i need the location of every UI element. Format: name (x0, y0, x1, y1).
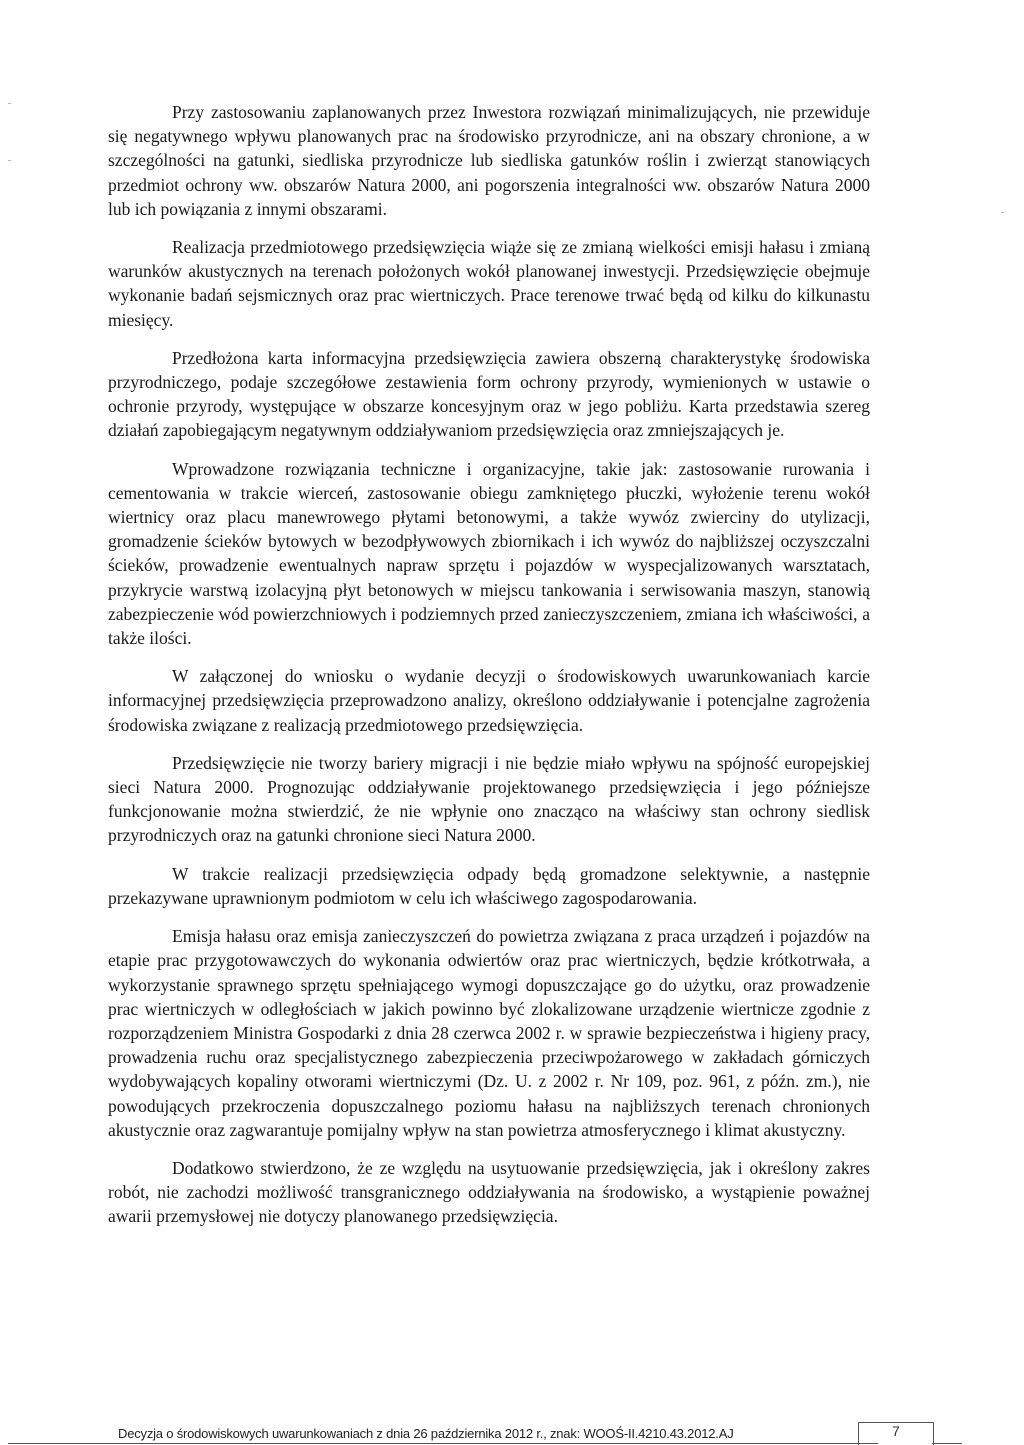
paragraph-natura-impact: Przy zastosowaniu zaplanowanych przez Inwestora rozwiązań minimalizujących, nie przewiduje się negatywnego wpływu planowanych prac na środowisko przyrodnicze, ani na obszary chronione, a w szczególności na gatunki, siedliska przyrodnicze lub siedliska gatunków roślin i zwierząt stanowiących przedmiot ochrony ww. obszarów Natura 2000, ani pogorszenia integralności ww. obszarów Natura 2000 lub ich powiązania z innymi obszarami. (108, 102, 870, 219)
paragraph-information-card: Przedłożona karta informacyjna przedsięwzięcia zawiera obszerną charakterystykę środowiska przyrodniczego, podaje szczegółowe zestawienia form ochrony przyrody, wymienionych w ustawie o ochronie przyrody, występujące w obszarze koncesyjnym oraz w jego pobliżu. Karta przedstawia szereg działań zapobiegającym negatywnym oddziaływaniom przedsięwzięcia oraz zmniejszających je. (108, 347, 870, 441)
paragraph-migration-barrier: Przedsięwzięcie nie tworzy bariery migracji i nie będzie miało wpływu na spójność europejskiej sieci Natura 2000. Prognozując oddziaływanie projektowanego przedsięwzięcia i jego późniejsze funkcjonowanie można stwierdzić, że nie wpłynie ono znacząco na właściwy stan ochrony siedlisk przyrodniczych oraz na gatunki chronione sieci Natura 2000. (108, 752, 870, 846)
document-body (108, 100, 870, 1243)
footer-rule-tail (932, 1443, 962, 1444)
paragraph-noise-emission: Realizacja przedmiotowego przedsięwzięcia wiąże się ze zmianą wielkości emisji hałasu i zmianą warunków akustycznych na terenach położonych wokół planowanej inwestycji. Przedsięwzięcie obejmuje wykonanie badań sejsmicznych oraz prac wiertniczych. Prace terenowe trwać będą od kilku do kilkunastu miesięcy. (108, 237, 870, 330)
paragraph-attached-card-analysis: W załączonej do wniosku o wydanie decyzji o środowiskowych uwarunkowaniach karcie informacyjnej przedsięwzięcia przeprowadzono analizy, określono oddziaływanie i potencjalne zagrożenia środowiska związane z realizacją przedmiotowego przedsięwzięcia. (108, 666, 870, 735)
footer-rule (8, 1443, 878, 1444)
scan-speck (8, 160, 11, 161)
page-number: 7 (892, 1423, 900, 1439)
paragraph-noise-air-emission: Emisja hałasu oraz emisja zanieczyszczeń do powietrza związana z praca urządzeń i pojazdów na etapie prac przygotowawczych do wykonania odwiertów oraz prac wiertniczych, będzie krótkotrwała, a wykorzystanie sprawnego sprzętu spełniającego wymogi dopuszczające go do użytku, oraz prowadzenie prac wiertniczych w odległościach w jakich powinno być zlokalizowane urządzenie wiertnicze zgodnie z rozporządzeniem Ministra Gospodarki z dnia 28 czerwca 2002 r. w sprawie bezpieczeństwa i higieny pracy, prowadzenia ruchu oraz specjalistycznego zabezpieczenia przeciwpożarowego w zakładach górniczych wydobywających kopaliny otworami wiertniczymi (Dz. U. z 2002 r. Nr 109, poz. 961, z późn. zm.), nie powodujących przekroczenia dopuszczalnego poziomu hałasu na najbliższych terenach chronionych akustycznie oraz zagwarantuje pomijalny wpływ na stan powietrza atmosferycznego i klimat akustyczny. (108, 926, 870, 1140)
paragraph-technical-solutions: Wprowadzone rozwiązania techniczne i organizacyjne, takie jak: zastosowanie rurowania i cementowania w trakcie wierceń, zastosowanie obiegu zamkniętego płuczki, wyłożenie terenu wokół wiertnicy oraz placu manewrowego płytami betonowymi, a także wywóz zwierciny do utylizacji, gromadzenie ścieków bytowych w bezodpływowych zbiornikach i ich wywóz do najbliższej oczyszczalni ścieków, prowadzenie ewentualnych napraw sprzętu i pojazdów w wyspecjalizowanych warsztatach, przykrycie warstwą izolacyjną płyt betonowych w miejscu tankowania i serwisowania maszyn, stanowią zabezpieczenie wód powierzchniowych i podziemnych przed zanieczyszczeniem, zmiana ich właściwości, a także ilości. (108, 458, 870, 649)
scan-speck (8, 103, 11, 104)
paragraph-transboundary: Dodatkowo stwierdzono, że ze względu na usytuowanie przedsięwzięcia, jak i określony zakres robót, nie zachodzi możliwość transgranicznego oddziaływania na środowisko, a wystąpienie poważnej awarii przemysłowej nie dotyczy planowanego przedsięwzięcia. (108, 1157, 870, 1227)
paragraph-waste: W trakcie realizacji przedsięwzięcia odpady będą gromadzone selektywnie, a następnie przekazywane uprawnionym podmiotom w celu ich właściwego zagospodarowania. (108, 863, 870, 908)
footer-reference: Decyzja o środowiskowych uwarunkowaniach z dnia 26 października 2012 r., znak: WOOŚ-II.4210.43.2012.AJ (118, 1426, 734, 1441)
scan-speck (1001, 212, 1004, 213)
